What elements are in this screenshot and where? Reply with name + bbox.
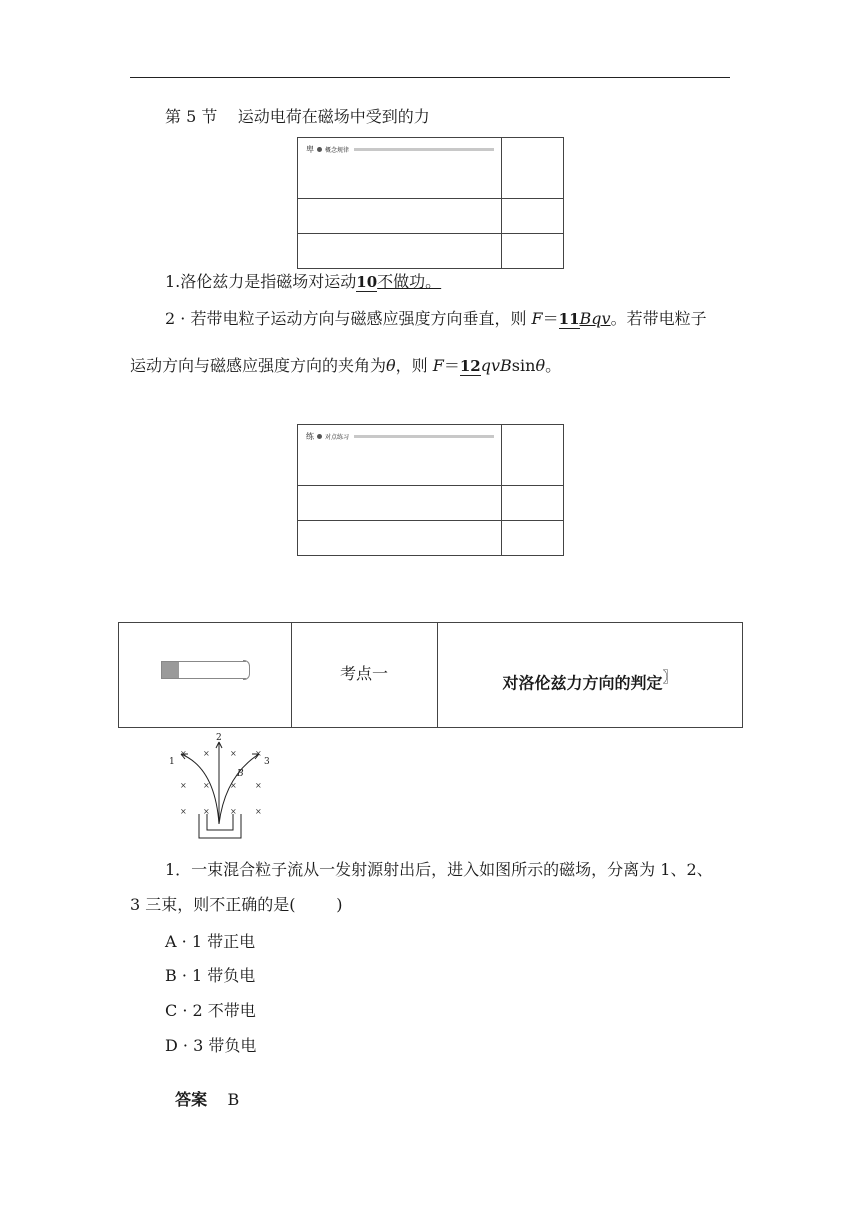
field-mark: × bbox=[230, 749, 237, 758]
field-mark: × bbox=[255, 807, 262, 816]
field-mark: × bbox=[230, 781, 237, 790]
question-line-2: 3 三束，则不正确的是( ) bbox=[130, 895, 343, 914]
answer-line bbox=[165, 1068, 239, 1110]
answer-value: B bbox=[227, 1090, 240, 1109]
magnetic-field-figure bbox=[163, 728, 275, 840]
dot-icon bbox=[317, 434, 322, 439]
section-title: 第 5 节 运动电荷在磁场中受到的力 bbox=[165, 107, 430, 126]
concept-banner bbox=[306, 144, 494, 155]
answer-label: 答案 bbox=[175, 1090, 208, 1109]
question-line-1: 1．一束混合粒子流从一发射源射出后，进入如图所示的磁场，分离为 1、2、 bbox=[165, 860, 713, 879]
beam-label: 2 bbox=[216, 733, 222, 743]
field-mark: × bbox=[180, 781, 187, 790]
kaodian-header bbox=[118, 622, 743, 728]
beam-3 bbox=[219, 754, 259, 824]
option-d: D · 3 带负电 bbox=[165, 1036, 257, 1055]
field-label: B bbox=[237, 769, 244, 779]
kaodian-name: 考点一 bbox=[339, 664, 388, 683]
practice-label: 对点练习 bbox=[325, 434, 350, 441]
rule-line-2b: 运动方向与磁感应强度方向的夹角为θ，则 F＝12qvBsinθ。 bbox=[130, 356, 562, 375]
practice-banner bbox=[306, 431, 494, 442]
field-mark: × bbox=[203, 749, 210, 758]
field-mark: × bbox=[255, 749, 262, 758]
field-mark: × bbox=[203, 807, 210, 816]
kaodian-topic: 对洛伦兹力方向的判定〗 bbox=[502, 670, 677, 693]
beam-label: 1 bbox=[169, 757, 175, 767]
answer-badge-10: 10 bbox=[356, 273, 378, 291]
field-mark: × bbox=[203, 781, 210, 790]
answer-badge-11: 11 bbox=[558, 310, 580, 328]
option-b: B · 1 带负电 bbox=[165, 966, 256, 985]
field-mark: × bbox=[180, 807, 187, 816]
progress-bar bbox=[161, 661, 246, 679]
progress-fill bbox=[162, 662, 179, 678]
field-mark: × bbox=[255, 781, 262, 790]
option-c: C · 2 不带电 bbox=[165, 1001, 256, 1020]
field-mark: × bbox=[230, 807, 237, 816]
beam-label: 3 bbox=[264, 757, 270, 767]
rule-line-1: 1.洛伦兹力是指磁场对运动10不做功。 bbox=[165, 272, 442, 291]
field-mark: × bbox=[180, 749, 187, 758]
header-rule bbox=[130, 77, 730, 78]
practice-icon: 练 bbox=[306, 432, 314, 441]
option-a: A · 1 带正电 bbox=[165, 932, 256, 951]
concept-icon: 卑 bbox=[306, 145, 314, 154]
concept-label: 概念规律 bbox=[325, 147, 350, 154]
banner-bar bbox=[354, 148, 494, 151]
answer-badge-12: 12 bbox=[459, 357, 481, 375]
concept-table bbox=[297, 137, 564, 269]
dot-icon bbox=[317, 147, 322, 152]
bracket-mark: 〗 bbox=[662, 670, 677, 686]
banner-bar bbox=[354, 435, 494, 438]
practice-table bbox=[297, 424, 564, 556]
rule-line-2a: 2 · 若带电粒子运动方向与磁感应强度方向垂直，则 F＝11Bqv。若带电粒子 bbox=[165, 309, 707, 328]
